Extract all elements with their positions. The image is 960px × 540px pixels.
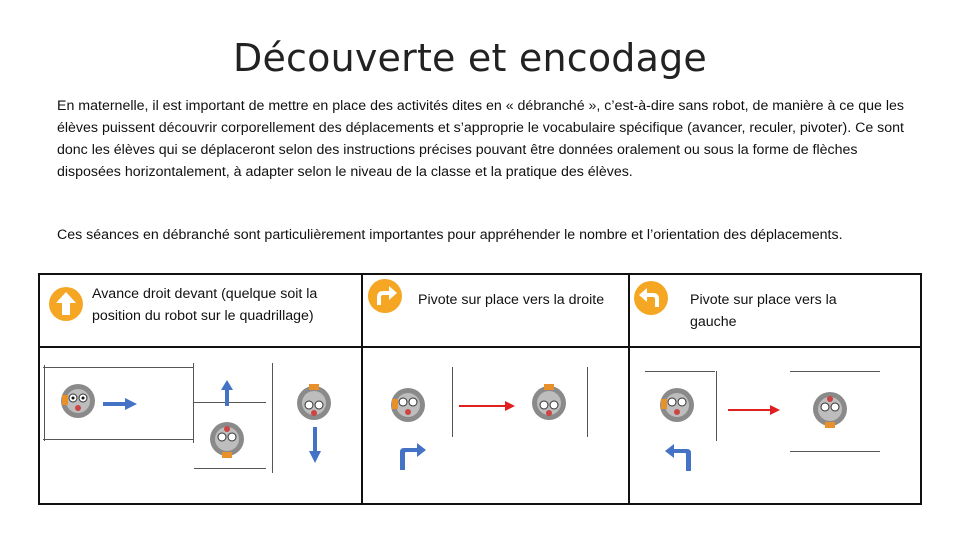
arrow-down-blue-icon bbox=[309, 427, 321, 468]
table-divider bbox=[361, 275, 363, 503]
turn-right-label: Pivote sur place vers la droite bbox=[418, 292, 605, 308]
robot-image bbox=[58, 381, 98, 421]
instruction-table bbox=[38, 273, 922, 505]
arrow-up-blue-icon bbox=[221, 380, 233, 411]
advance-label: Avance droit devant (quelque soit la position du robot sur le quadrillage) bbox=[92, 286, 318, 324]
intro-paragraph: En maternelle, il est important de mettre en place des activités dites en « débranché », c’est-à-dire sans robot, de manière à ce que les élèves puissent découvrir corporellement des déplacements et s’approprie le vocabulaire spécifique (avancer, reculer, pivoter). Ce sont donc les élèves qui se déplaceront selon des instructions précises pouvant être données oralement ou sous la forme de flèches disposées horizontalement, à adapter selon le niveau de la classe et la pratique des élèves. bbox=[57, 98, 904, 180]
robot-image bbox=[207, 419, 247, 459]
table-divider bbox=[40, 346, 920, 348]
robot-image bbox=[388, 385, 428, 425]
robot-image bbox=[657, 385, 697, 425]
turn-left-label: Pivote sur place vers la gauche bbox=[690, 292, 837, 330]
turn-right-arrow-blue-icon bbox=[397, 440, 427, 475]
arrow-right-red-icon bbox=[459, 398, 515, 416]
arrow-right-red-icon bbox=[728, 402, 780, 420]
table-divider bbox=[628, 275, 630, 503]
page-title: Découverte et encodage bbox=[233, 36, 707, 80]
turn-left-arrow-blue-icon bbox=[664, 443, 694, 476]
turn-right-icon bbox=[368, 279, 402, 313]
robot-image bbox=[294, 383, 334, 423]
arrow-up-icon bbox=[49, 287, 83, 321]
importance-paragraph: Ces séances en débranché sont particulièrement importantes pour appréhender le nombre et l’orientation des déplacements. bbox=[57, 227, 843, 243]
arrow-right-blue-icon bbox=[103, 397, 137, 415]
robot-image bbox=[810, 389, 850, 429]
robot-image bbox=[529, 383, 569, 423]
turn-left-icon bbox=[634, 281, 668, 315]
